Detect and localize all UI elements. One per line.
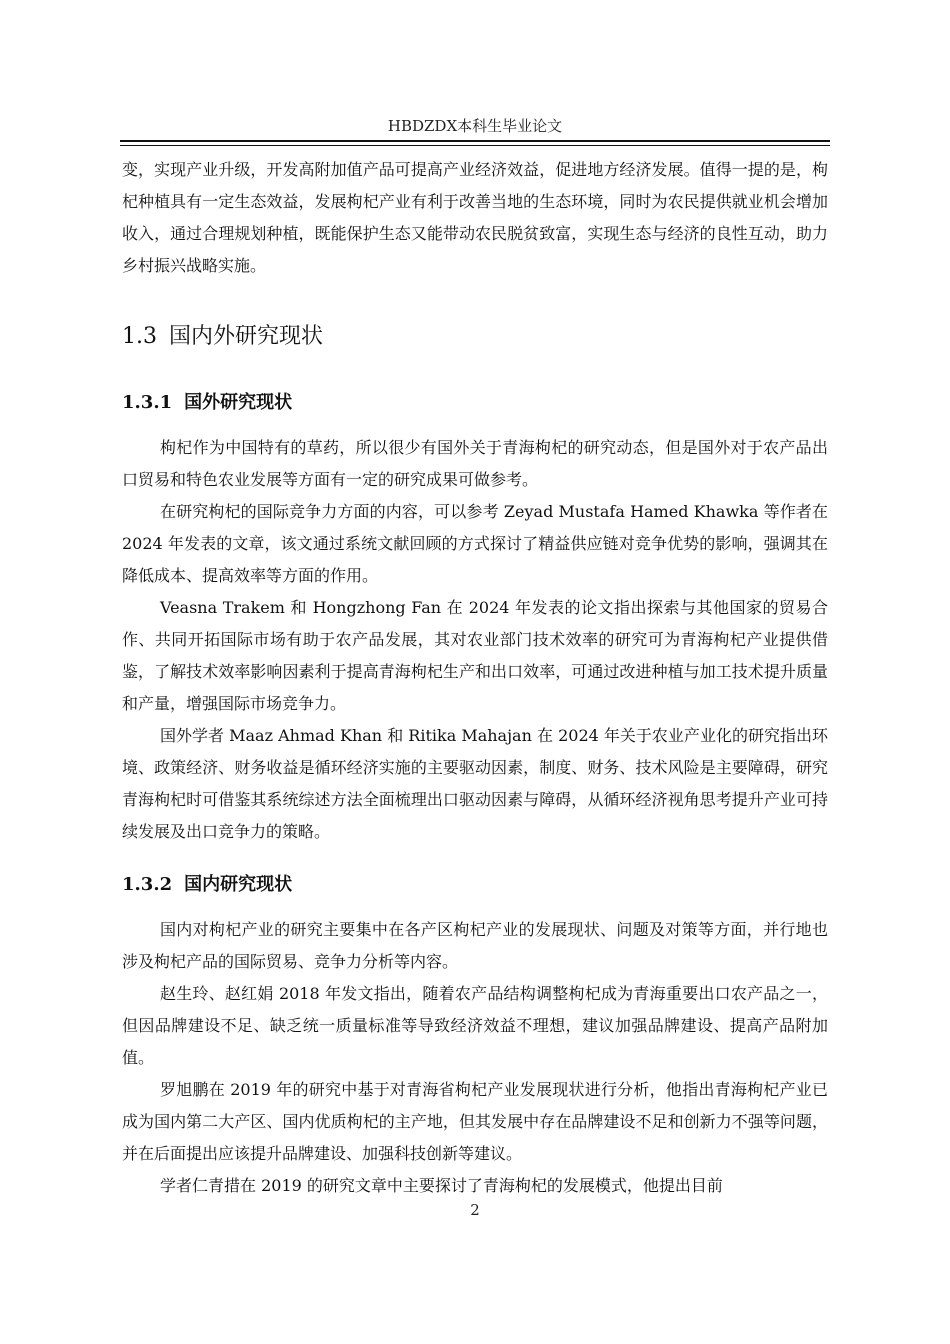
domestic-research-paragraph-3: 罗旭鹏在 2019 年的研究中基于对青海省枸杞产业发展现状进行分析，他指出青海枸杞产业已成为国内第二大产区、国内优质枸杞的主产地，但其发展中存在品牌建设不足和创新力不强等问题，并在后面提出应该提升品牌建设、加强科技创新等建议。 (122, 1080, 828, 1163)
section-1-3-1-title: 国外研究现状 (184, 392, 293, 413)
page-number: 2 (470, 1201, 480, 1219)
section-1-3-title: 国内外研究现状 (169, 324, 324, 349)
section-1-3-1-number: 1.3.1 (122, 392, 173, 413)
domestic-research-paragraph-4: 学者仁青措在 2019 的研究文章中主要探讨了青海枸杞的发展模式，他提出目前 (160, 1176, 723, 1195)
section-1-3-1-heading (122, 376, 828, 430)
intro-paragraph: 变，实现产业升级，开发高附加值产品可提高产业经济效益，促进地方经济发展。值得一提的是，枸杞种植具有一定生态效益，发展枸杞产业有利于改善当地的生态环境，同时为农民提供就业机会增加收入，通过合理规划种植，既能保护生态又能带动农民脱贫致富，实现生态与经济的良性互动，助力乡村振兴战略实施。 (122, 160, 828, 275)
domestic-research-paragraph-2: 赵生玲、赵红娟 2018 年发文指出，随着农产品结构调整枸杞成为青海重要出口农产品之一，但因品牌建设不足、缺乏统一质量标准等导致经济效益不理想，建议加强品牌建设、提高产品附加值。 (122, 984, 828, 1067)
section-1-3-heading (122, 308, 828, 366)
section-1-3-2-number: 1.3.2 (122, 874, 173, 895)
foreign-research-paragraph-2: 在研究枸杞的国际竞争力方面的内容，可以参考 Zeyad Mustafa Hamed Khawka 等作者在 2024 年发表的文章，该文通过系统文献回顾的方式探讨了精益供应链对竞争优势的影响，强调其在降低成本、提高效率等方面的作用。 (122, 502, 828, 585)
section-1-3-number: 1.3 (122, 324, 157, 349)
header-rule-thick (120, 140, 830, 142)
page-body (122, 154, 828, 1202)
running-header: HBDZDX本科生毕业论文 (387, 117, 563, 135)
header-rule-thin (120, 145, 830, 146)
section-1-3-2-heading (122, 858, 828, 912)
foreign-research-paragraph-3: Veasna Trakem 和 Hongzhong Fan 在 2024 年发表的论文指出探索与其他国家的贸易合作、共同开拓国际市场有助于农产品发展，其对农业部门技术效率的研究可为青海枸杞产业提供借鉴，了解技术效率影响因素利于提高青海枸杞生产和出口效率，可通过改进种植与加工技术提升质量和产量，增强国际市场竞争力。 (122, 598, 828, 713)
domestic-research-paragraph-1: 国内对枸杞产业的研究主要集中在各产区枸杞产业的发展现状、问题及对策等方面，并行地也涉及枸杞产品的国际贸易、竞争力分析等内容。 (122, 920, 828, 971)
foreign-research-paragraph-4: 国外学者 Maaz Ahmad Khan 和 Ritika Mahajan 在 2024 年关于农业产业化的研究指出环境、政策经济、财务收益是循环经济实施的主要驱动因素，制度、财务、技术风险是主要障碍，研究青海枸杞时可借鉴其系统综述方法全面梳理出口驱动因素与障碍，从循环经济视角思考提升产业可持续发展及出口竞争力的策略。 (122, 726, 828, 841)
section-1-3-2-title: 国内研究现状 (184, 874, 293, 895)
foreign-research-paragraph-1: 枸杞作为中国特有的草药，所以很少有国外关于青海枸杞的研究动态，但是国外对于农产品出口贸易和特色农业发展等方面有一定的研究成果可做参考。 (122, 438, 828, 489)
